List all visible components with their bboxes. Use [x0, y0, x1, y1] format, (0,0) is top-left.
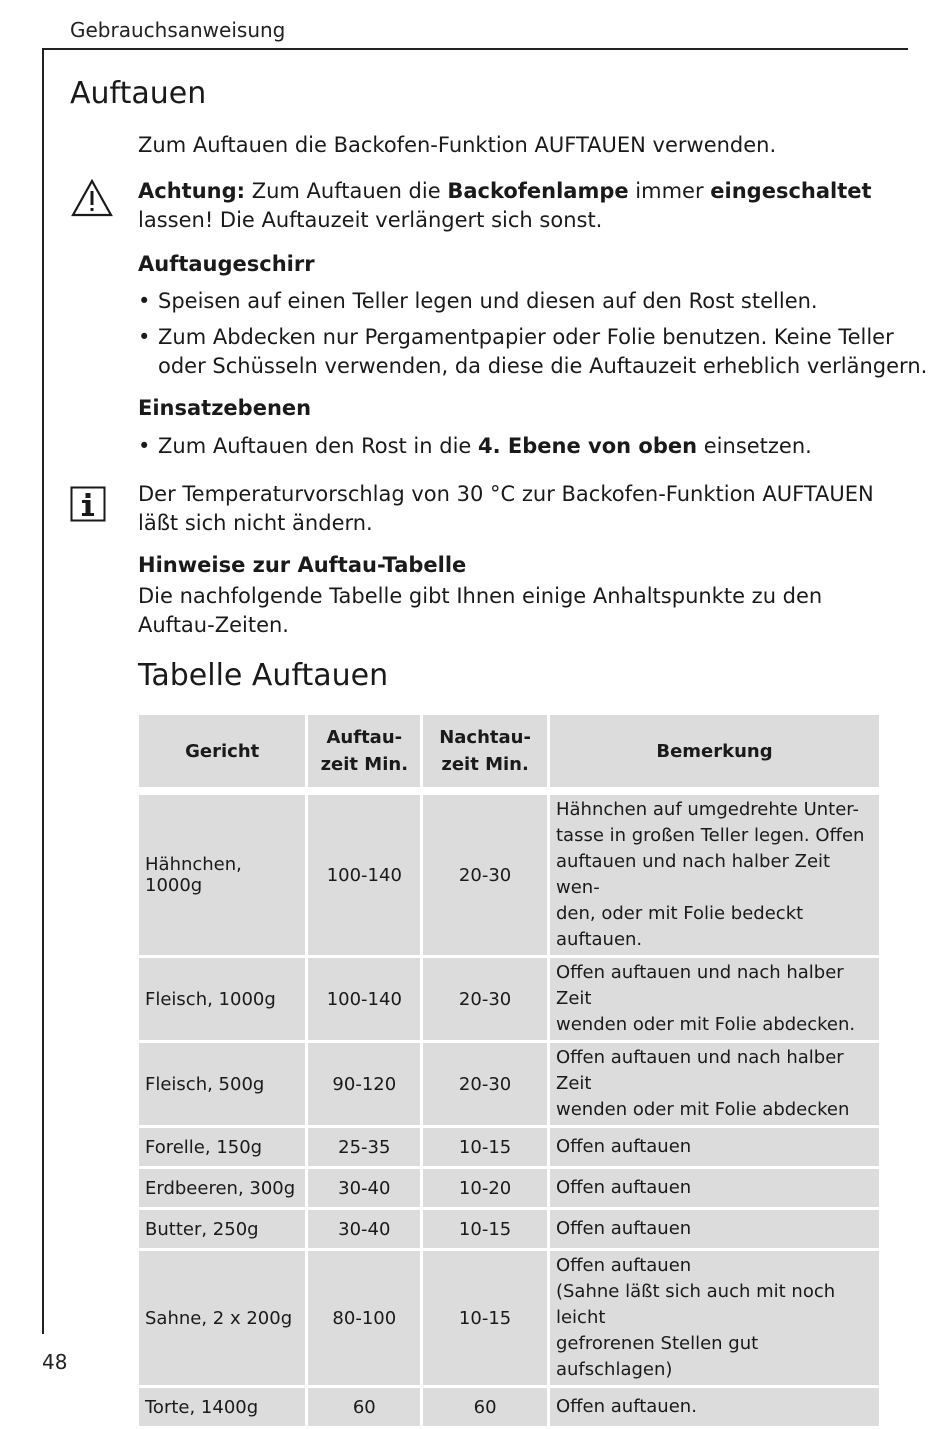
bullet-dot: •: [138, 434, 151, 458]
bemerkung-line: Offen auftauen: [555, 1177, 692, 1198]
cell-nachtauzeit: 10-15: [423, 1210, 547, 1248]
cell-auftauzeit: 30-40: [308, 1210, 420, 1248]
section-title: Auftauen: [70, 76, 207, 111]
ebenen-heading: Einsatzebenen: [138, 396, 312, 420]
cell-gericht: Forelle, 150g: [139, 1128, 305, 1166]
cell-auftauzeit: 60: [308, 1388, 420, 1426]
bemerkung-line: gefrorenen Stellen gut aufschlagen): [555, 1333, 759, 1380]
geschirr-bullet-1-text: Speisen auf einen Teller legen und diesen auf den Rost stellen.: [158, 289, 818, 313]
header-rule: [42, 48, 908, 50]
bullet-dot: •: [138, 289, 151, 313]
cell-bemerkung: [550, 1169, 879, 1207]
cell-gericht: Sahne, 2 x 200g: [139, 1251, 305, 1385]
warning-bold-lamp: Backofenlampe: [447, 179, 629, 203]
table-row: [139, 1251, 879, 1385]
bemerkung-line: tasse in großen Teller legen. Offen: [555, 825, 865, 846]
bemerkung-line: Hähnchen auf umgedrehte Unter-: [555, 799, 860, 820]
cell-nachtauzeit: 20-30: [423, 795, 547, 955]
warning-part-2: immer: [628, 179, 711, 203]
ebenen-text-1: Zum Auftauen den Rost in die: [158, 434, 479, 458]
cell-nachtauzeit: 60: [423, 1388, 547, 1426]
cell-nachtauzeit: 20-30: [423, 958, 547, 1040]
cell-bemerkung: [550, 958, 879, 1040]
warning-label: Achtung:: [138, 179, 246, 203]
hinweise-line-2: Auftau-Zeiten.: [138, 613, 289, 637]
table-row: [139, 958, 879, 1040]
bemerkung-line: den, oder mit Folie bedeckt auftauen.: [555, 903, 804, 950]
cell-bemerkung: [550, 1388, 879, 1426]
cell-auftauzeit: 100-140: [308, 795, 420, 955]
header-gap-cell: [139, 790, 879, 792]
table-row: [139, 1043, 879, 1125]
page-number: 48: [42, 1350, 68, 1374]
header-gericht: Gericht: [139, 715, 305, 787]
warning-part-1: Zum Auftauen die: [245, 179, 448, 203]
cell-gericht: Erdbeeren, 300g: [139, 1169, 305, 1207]
bemerkung-line: Offen auftauen: [555, 1136, 692, 1157]
table-header-row: [139, 715, 879, 787]
cell-nachtauzeit: 10-15: [423, 1128, 547, 1166]
warning-line-2: lassen! Die Auftauzeit verlängert sich sonst.: [138, 208, 603, 232]
margin-rule: [42, 48, 44, 1334]
thaw-table: [136, 712, 882, 1429]
warning-text: [138, 177, 872, 235]
cell-auftauzeit: 100-140: [308, 958, 420, 1040]
table-row: [139, 1388, 879, 1426]
table-row: [139, 795, 879, 955]
geschirr-bullet-1: [138, 287, 818, 316]
table-body: [139, 795, 879, 1426]
running-header: Gebrauchsanweisung: [70, 18, 286, 42]
bemerkung-line: Offen auftauen und nach halber Zeit: [555, 962, 844, 1009]
warning-bold-on: eingeschaltet: [710, 179, 872, 203]
table-row: [139, 1210, 879, 1248]
header-auftauzeit-line-1: Auftau-: [326, 727, 403, 748]
cell-bemerkung: [550, 1251, 879, 1385]
bemerkung-line: wenden oder mit Folie abdecken: [555, 1099, 850, 1120]
cell-nachtauzeit: 10-15: [423, 1251, 547, 1385]
info-icon: [70, 486, 106, 522]
cell-bemerkung: [550, 1128, 879, 1166]
header-gap: [139, 790, 879, 792]
header-nachtauzeit-line-2: zeit Min.: [441, 754, 529, 775]
geschirr-bullet-2: [138, 323, 927, 381]
bullet-dot: •: [138, 325, 151, 349]
cell-gericht: Fleisch, 1000g: [139, 958, 305, 1040]
cell-gericht: Torte, 1400g: [139, 1388, 305, 1426]
header-nachtauzeit-line-1: Nachtau-: [439, 727, 531, 748]
bemerkung-line: (Sahne läßt sich auch mit noch leicht: [555, 1281, 836, 1328]
hinweise-heading: Hinweise zur Auftau-Tabelle: [138, 553, 467, 577]
cell-auftauzeit: 25-35: [308, 1128, 420, 1166]
ebenen-bold: 4. Ebene von oben: [478, 434, 698, 458]
cell-gericht: Butter, 250g: [139, 1210, 305, 1248]
table-row: [139, 1128, 879, 1166]
hinweise-line-1: Die nachfolgende Tabelle gibt Ihnen einige Anhaltspunkte zu den: [138, 584, 823, 608]
cell-gericht: Fleisch, 500g: [139, 1043, 305, 1125]
cell-gericht: Hähnchen, 1000g: [139, 795, 305, 955]
geschirr-heading: Auftaugeschirr: [138, 252, 315, 276]
bemerkung-line: wenden oder mit Folie abdecken.: [555, 1014, 856, 1035]
cell-bemerkung: [550, 1210, 879, 1248]
ebenen-bullet: [138, 432, 812, 461]
hinweise-text: [138, 582, 822, 640]
info-text: [138, 480, 874, 538]
warning-icon: [70, 178, 114, 218]
geschirr-bullet-2-line-2: oder Schüsseln verwenden, da diese die Auftauzeit erheblich verlängern.: [158, 354, 928, 378]
bemerkung-line: Offen auftauen: [555, 1218, 692, 1239]
cell-auftauzeit: 90-120: [308, 1043, 420, 1125]
ebenen-text-2: einsetzen.: [697, 434, 812, 458]
header-auftauzeit: [308, 715, 420, 787]
cell-auftauzeit: 80-100: [308, 1251, 420, 1385]
table-title: Tabelle Auftauen: [138, 658, 389, 693]
cell-bemerkung: [550, 795, 879, 955]
cell-nachtauzeit: 20-30: [423, 1043, 547, 1125]
bemerkung-line: auftauen und nach halber Zeit wen-: [555, 851, 831, 898]
bemerkung-line: Offen auftauen und nach halber Zeit: [555, 1047, 844, 1094]
header-nachtauzeit: [423, 715, 547, 787]
bemerkung-line: Offen auftauen.: [555, 1396, 697, 1417]
geschirr-bullet-2-line-1: Zum Abdecken nur Pergamentpapier oder Folie benutzen. Keine Teller: [158, 325, 894, 349]
header-auftauzeit-line-2: zeit Min.: [320, 754, 409, 775]
info-line-2: läßt sich nicht ändern.: [138, 511, 373, 535]
header-bemerkung: Bemerkung: [550, 715, 879, 787]
table-row: [139, 1169, 879, 1207]
intro-text: Zum Auftauen die Backofen-Funktion AUFTAUEN verwenden.: [138, 133, 777, 157]
cell-bemerkung: [550, 1043, 879, 1125]
bemerkung-line: Offen auftauen: [555, 1255, 692, 1276]
cell-auftauzeit: 30-40: [308, 1169, 420, 1207]
cell-nachtauzeit: 10-20: [423, 1169, 547, 1207]
info-line-1: Der Temperaturvorschlag von 30 °C zur Backofen-Funktion AUFTAUEN: [138, 482, 874, 506]
